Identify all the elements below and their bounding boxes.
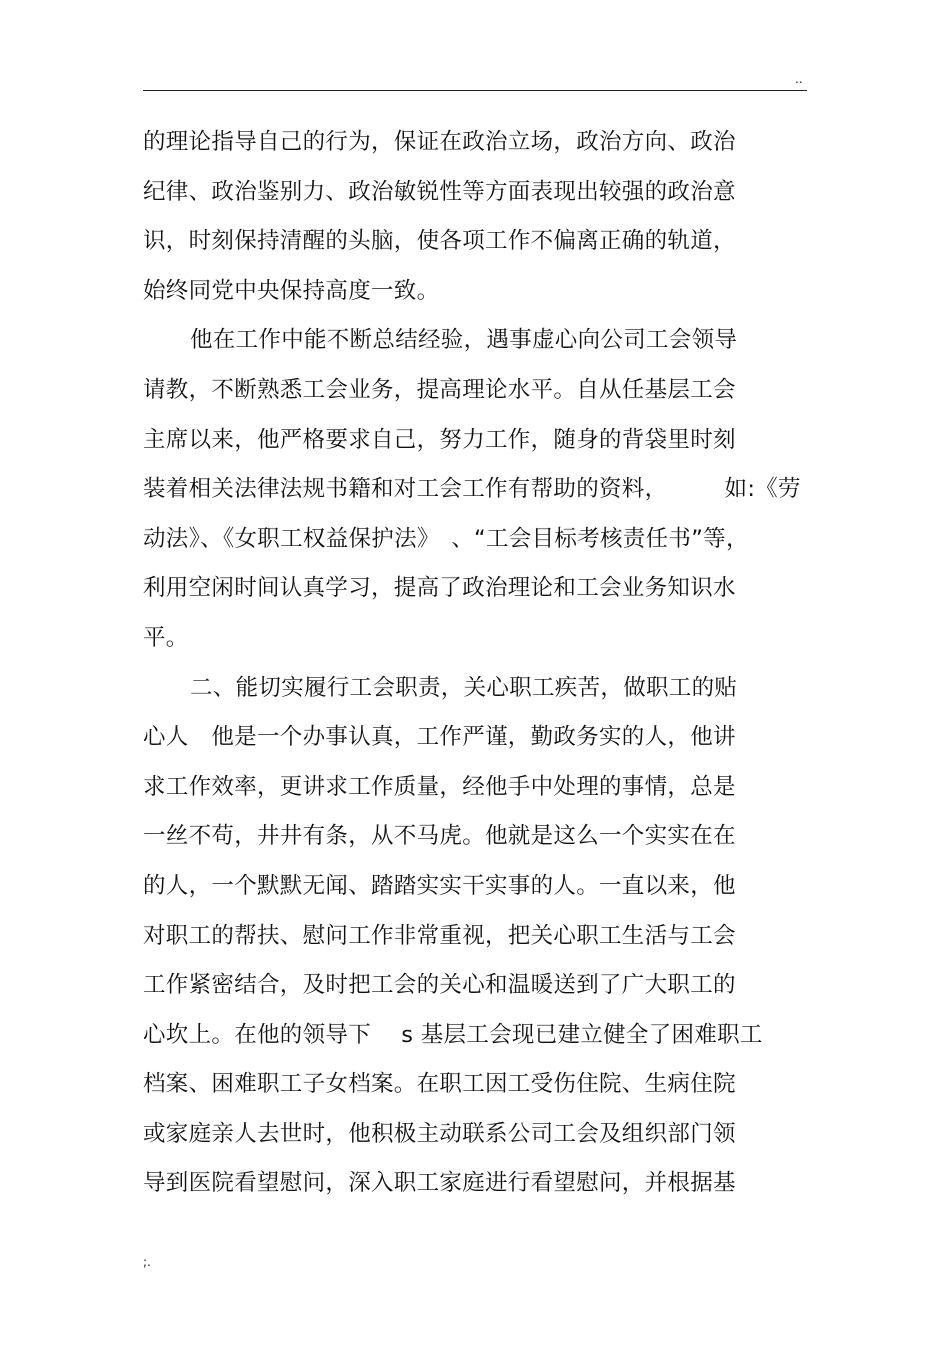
text-line: 工作紧密结合，及时把工会的关心和温暖送到了广大职工的: [143, 972, 736, 999]
text-line: 装着相关法律法规书籍和对工会工作有帮助的资料， 如:《劳: [143, 476, 801, 503]
header-mark: ..: [795, 72, 803, 86]
text-line: 主席以来，他严格要求自己，努力工作，随身的背袋里时刻: [143, 426, 736, 453]
text-line: 求工作效率，更讲求工作质量，经他手中处理的事情，总是: [143, 773, 736, 800]
text-line: 纪律、政治鉴别力、政治敏锐性等方面表现出较强的政治意: [143, 178, 736, 205]
section-heading-line: 二、能切实履行工会职责，关心职工疾苦，做职工的贴: [190, 674, 738, 701]
text-line: 对职工的帮扶、慰问工作非常重视，把关心职工生活与工会: [143, 922, 736, 949]
text-line: 请教，不断熟悉工会业务，提高理论水平。自从任基层工会: [143, 376, 736, 403]
text-line: 一丝不苟，井井有条，从不马虎。他就是这么一个实实在在: [143, 823, 736, 850]
text-line: 的理论指导自己的行为，保证在政治立场，政治方向、政治: [143, 129, 736, 155]
paragraph-start-line: 他在工作中能不断总结经验，遇事虚心向公司工会领导: [190, 327, 738, 354]
text-line: 心人 他是一个办事认真，工作严谨，勤政务实的人，他讲: [143, 724, 736, 751]
text-line: 的人，一个默默无闻、踏踏实实干实事的人。一直以来，他: [143, 872, 736, 899]
text-line: 动法》、《女职工权益保护法》 、“工会目标考核责任书”等，: [143, 525, 749, 552]
text-line: 档案、困难职工子女档案。在职工因工受伤住院、生病住院: [143, 1071, 736, 1098]
text-line: 或家庭亲人去世时，他积极主动联系公司工会及组织部门领: [143, 1120, 736, 1147]
text-line: 导到医院看望慰问，深入职工家庭进行看望慰问，并根据基: [143, 1170, 736, 1197]
text-line: 识，时刻保持清醒的头脑，使各项工作不偏离正确的轨道，: [143, 228, 736, 255]
text-line: 始终同党中央保持高度一致。: [143, 277, 440, 304]
footer-mark: ;.: [143, 1255, 151, 1269]
body-text: [143, 118, 813, 1209]
text-line: 平。: [143, 624, 189, 651]
text-line: 心坎上。在他的领导下 s 基层工会现已建立健全了困难职工: [143, 1021, 763, 1048]
header-rule: [143, 90, 807, 91]
text-line: 利用空闲时间认真学习，提高了政治理论和工会业务知识水: [143, 575, 736, 602]
